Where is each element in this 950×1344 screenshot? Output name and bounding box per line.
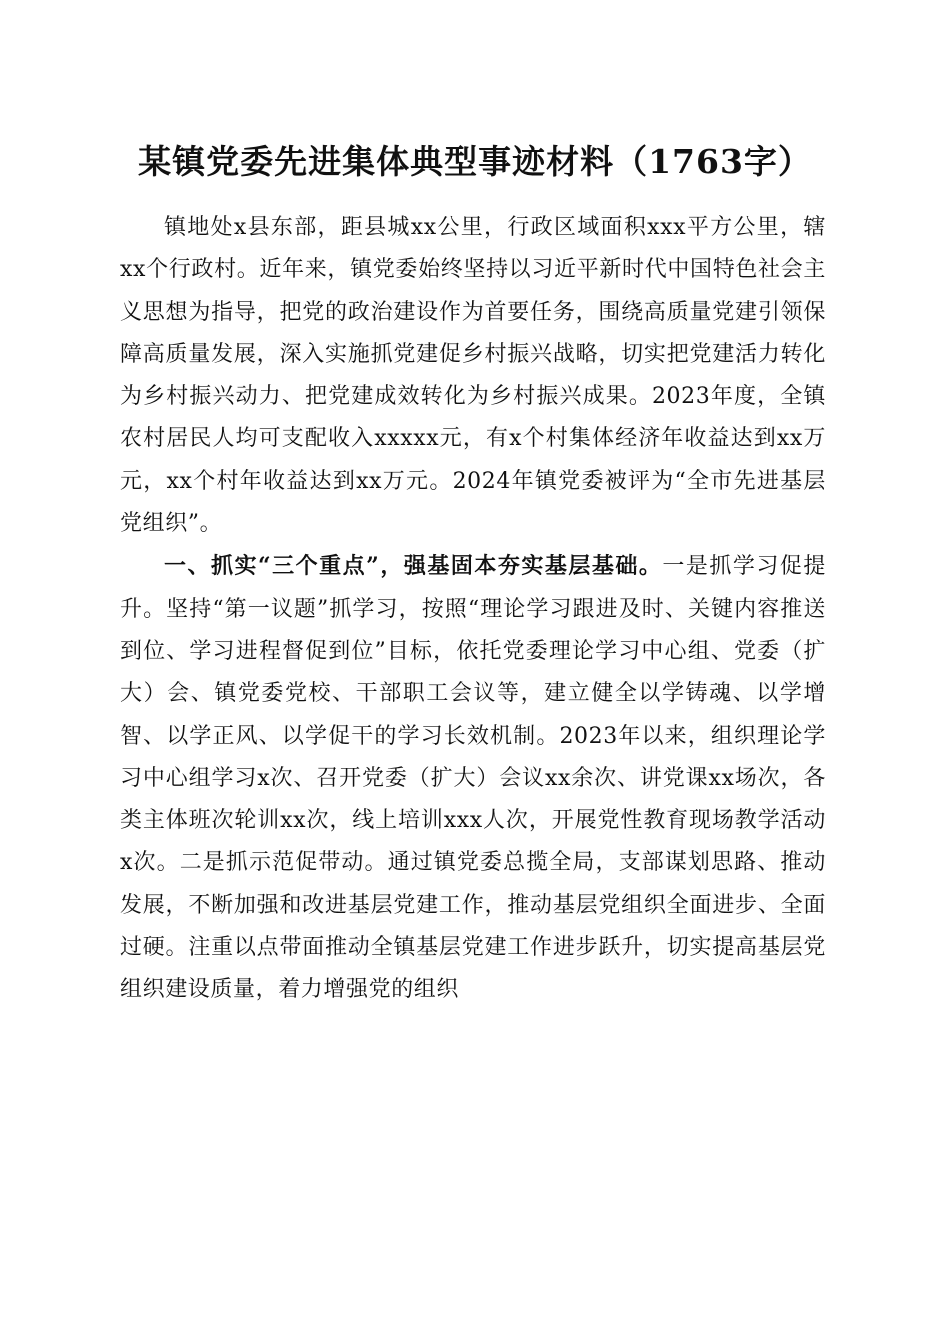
document-body [120, 207, 826, 1012]
document-title: 某镇党委先进集体典型事迹材料（1763字） [138, 142, 812, 181]
section-1-text: 一是抓学习促提升。坚持“第一议题”抓学习，按照“理论学习跟进及时、关键内容推送到位、学习进程督促到位”目标，依托党委理论学习中心组、党委（扩大）会、镇党委党校、干部职工会议等，建立健全以学铸魂、以学增智、以学正风、以学促干的学习长效机制。2023年以来，组织理论学习中心组学习x次、召开党委（扩大）会议xx余次、讲党课xx场次，各类主体班次轮训xx次，线上培训xxx人次，开展党性教育现场教学活动x次。二是抓示范促带动。通过镇党委总揽全局，支部谋划思路、推动发展，不断加强和改进基层党建工作，推动基层党组织全面进步、全面过硬。注重以点带面推动全镇基层党建工作进步跃升，切实提高基层党组织建设质量，着力增强党的组织 [120, 554, 826, 1003]
paragraph-intro [120, 207, 826, 545]
paragraph-intro-text: 镇地处x县东部，距县城xx公里，行政区域面积xxx平方公里，辖xx个行政村。近年来，镇党委始终坚持以习近平新时代中国特色社会主义思想为指导，把党的政治建设作为首要任务，围绕高质量党建引领保障高质量发展，深入实施抓党建促乡村振兴战略，切实把党建活力转化为乡村振兴动力、把党建成效转化为乡村振兴成果。2023年度，全镇农村居民人均可支配收入xxxxx元，有x个村集体经济年收益达到xx万元，xx个村年收益达到xx万元。2024年镇党委被评为“全市先进基层党组织”。 [120, 215, 826, 537]
paragraph-section-1 [120, 545, 826, 1011]
section-1-heading: 一、抓实“三个重点”，强基固本夯实基层基础。 [164, 553, 663, 580]
